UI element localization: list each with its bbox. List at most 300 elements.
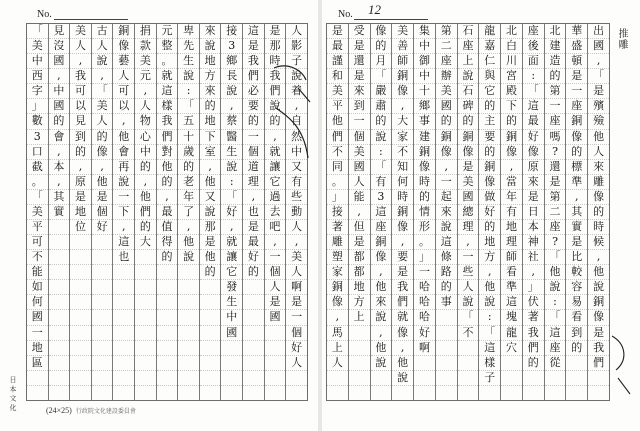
manuscript-cell [349, 341, 370, 356]
manuscript-cell: 說 [371, 130, 392, 145]
manuscript-cell: , [49, 69, 70, 84]
manuscript-cell: 人 [135, 99, 156, 114]
manuscript-cell: 他 [327, 114, 348, 129]
manuscript-cell [157, 371, 178, 386]
manuscript-cell: 石 [458, 24, 479, 39]
manuscript-cell [458, 356, 479, 371]
manuscript-cell [523, 371, 544, 386]
manuscript-cell: 位 [70, 220, 91, 235]
manuscript-cell [545, 371, 566, 386]
manuscript-cell: 年 [501, 190, 522, 205]
page-number-value: 12 [368, 2, 381, 17]
manuscript-cell: 嘉 [479, 39, 500, 54]
manuscript-cell: 西 [27, 69, 48, 84]
manuscript-cell: 捐 [135, 24, 156, 39]
manuscript-cell: , [135, 175, 156, 190]
manuscript-cell: 平 [27, 220, 48, 235]
manuscript-cell [157, 356, 178, 371]
manuscript-cell: 說 [458, 295, 479, 310]
manuscript-cell: 這 [501, 295, 522, 310]
manuscript-cell: 一 [243, 130, 264, 145]
grid-format-label [46, 406, 136, 415]
manuscript-column [414, 24, 436, 400]
manuscript-cell [135, 371, 156, 386]
manuscript-cell: , [588, 54, 609, 69]
manuscript-cell: 的 [243, 265, 264, 280]
manuscript-cell: 的 [200, 99, 221, 114]
manuscript-cell: 是 [458, 160, 479, 175]
manuscript-cell: 美 [70, 24, 91, 39]
manuscript-cell: 生 [221, 295, 242, 310]
manuscript-column [113, 24, 135, 400]
manuscript-cell: 一 [414, 265, 435, 280]
manuscript-cell: , [221, 220, 242, 235]
manuscript-cell: 原 [523, 160, 544, 175]
manuscript-cell: 美 [436, 84, 457, 99]
manuscript-cell [414, 356, 435, 371]
manuscript-cell [92, 326, 113, 341]
manuscript-cell: , [371, 326, 392, 341]
manuscript-cell [113, 356, 134, 371]
manuscript-cell: 肅 [371, 99, 392, 114]
manuscript-cell: 穴 [501, 341, 522, 356]
manuscript-cell: 人 [113, 69, 134, 84]
manuscript-cell: 石 [458, 84, 479, 99]
manuscript-cell [200, 295, 221, 310]
manuscript-cell: 自 [286, 114, 307, 129]
manuscript-cell: 蔡 [221, 114, 242, 129]
manuscript-cell: 銅 [414, 145, 435, 160]
manuscript-cell: 樣 [479, 356, 500, 371]
manuscript-cell: 3 [221, 39, 242, 54]
manuscript-cell: 可 [70, 84, 91, 99]
manuscript-column [545, 24, 567, 400]
manuscript-cell: 。 [27, 175, 48, 190]
manuscript-cell: 不 [327, 145, 348, 160]
manuscript-cell [243, 326, 264, 341]
manuscript-cell: 來 [200, 84, 221, 99]
manuscript-cell: 就 [157, 69, 178, 84]
manuscript-cell: 好 [221, 205, 242, 220]
manuscript-cell: 這 [523, 99, 544, 114]
manuscript-cell: 像 [414, 160, 435, 175]
manuscript-cell: 後 [523, 39, 544, 54]
manuscript-cell: , [523, 265, 544, 280]
manuscript-cell: 像 [436, 145, 457, 160]
manuscript-cell: 不 [458, 326, 479, 341]
manuscript-cell [200, 356, 221, 371]
manuscript-cell [178, 310, 199, 325]
manuscript-cell [588, 371, 609, 386]
manuscript-cell: 和 [327, 69, 348, 84]
manuscript-cell: 過 [265, 190, 286, 205]
manuscript-cell: 們 [588, 356, 609, 371]
manuscript-cell: 中 [49, 84, 70, 99]
manuscript-column [436, 24, 458, 400]
manuscript-cell: , [458, 235, 479, 250]
manuscript-cell: 國 [349, 160, 370, 175]
manuscript-cell: , [92, 69, 113, 84]
manuscript-cell: 他 [371, 341, 392, 356]
manuscript-cell: 他 [157, 160, 178, 175]
manuscript-cell: 起 [436, 190, 457, 205]
manuscript-cell: 那 [200, 220, 221, 235]
manuscript-cell: 的 [49, 114, 70, 129]
manuscript-cell: 「 [588, 69, 609, 84]
format-size: (24×25) [46, 406, 72, 415]
manuscript-cell: 的 [458, 114, 479, 129]
manuscript-cell: 是 [523, 190, 544, 205]
manuscript-cell: 長 [221, 69, 242, 84]
manuscript-cell: , [436, 160, 457, 175]
manuscript-cell: 「 [545, 250, 566, 265]
manuscript-cell [414, 386, 435, 400]
manuscript-cell: 」 [414, 250, 435, 265]
manuscript-cell [135, 386, 156, 400]
manuscript-cell: 銅 [371, 235, 392, 250]
manuscript-cell: 最 [243, 235, 264, 250]
manuscript-cell: 的 [157, 250, 178, 265]
manuscript-cell: 師 [392, 54, 413, 69]
manuscript-cell: 這 [371, 205, 392, 220]
manuscript-cell [523, 386, 544, 400]
manuscript-column [479, 24, 501, 400]
manuscript-cell: 第 [545, 190, 566, 205]
manuscript-cell: 著 [523, 310, 544, 325]
manuscript-cell: 的 [92, 130, 113, 145]
manuscript-cell: 鄉 [414, 99, 435, 114]
manuscript-cell: 像 [523, 145, 544, 160]
manuscript-cell [135, 356, 156, 371]
manuscript-cell [286, 386, 307, 400]
manuscript-cell: 像 [588, 310, 609, 325]
manuscript-cell: 說 [200, 39, 221, 54]
manuscript-cell: 來 [523, 175, 544, 190]
manuscript-cell [113, 310, 134, 325]
manuscript-cell: 我 [243, 54, 264, 69]
manuscript-cell: , [92, 160, 113, 175]
manuscript-cell: 嗎 [545, 130, 566, 145]
manuscript-cell: 「 [545, 310, 566, 325]
manuscript-cell [49, 356, 70, 371]
manuscript-cell: 較 [566, 265, 587, 280]
manuscript-cell [92, 280, 113, 295]
manuscript-cell: 國 [49, 99, 70, 114]
manuscript-cell: 會 [113, 145, 134, 160]
manuscript-cell: 好 [286, 341, 307, 356]
manuscript-cell: 是 [566, 69, 587, 84]
manuscript-cell: 樣 [157, 99, 178, 114]
manuscript-cell: 好 [523, 130, 544, 145]
manuscript-cell [243, 386, 264, 400]
manuscript-cell [49, 220, 70, 235]
manuscript-cell [70, 310, 91, 325]
manuscript-cell [157, 326, 178, 341]
manuscript-cell: 去 [265, 205, 286, 220]
manuscript-cell: 最 [327, 39, 348, 54]
manuscript-cell [566, 386, 587, 400]
manuscript-cell: 座 [545, 220, 566, 235]
manuscript-cell: 心 [135, 130, 156, 145]
manuscript-cell: 座 [523, 24, 544, 39]
manuscript-cell: 是 [392, 265, 413, 280]
manuscript-cell: 我 [392, 280, 413, 295]
manuscript-cell: 要 [479, 130, 500, 145]
manuscript-cell: 還 [545, 160, 566, 175]
manuscript-cell [70, 371, 91, 386]
manuscript-cell [436, 386, 457, 400]
manuscript-cell: 第 [436, 24, 457, 39]
manuscript-cell: 藝 [113, 54, 134, 69]
manuscript-cell [501, 356, 522, 371]
manuscript-cell: 影 [286, 39, 307, 54]
manuscript-cell: 子 [479, 371, 500, 386]
manuscript-cell: 時 [414, 175, 435, 190]
manuscript-cell: : [178, 84, 199, 99]
manuscript-cell: , [135, 84, 156, 99]
manuscript-cell: 殮 [588, 114, 609, 129]
manuscript-cell: 受 [349, 24, 370, 39]
manuscript-cell: 可 [27, 235, 48, 250]
manuscript-cell: 出 [588, 24, 609, 39]
manuscript-cell [49, 326, 70, 341]
manuscript-cell: 的 [479, 220, 500, 235]
manuscript-cell: 我 [523, 326, 544, 341]
manuscript-cell: 整 [157, 39, 178, 54]
manuscript-cell: , [286, 235, 307, 250]
manuscript-cell: 美 [392, 24, 413, 39]
manuscript-cell: 下 [200, 130, 221, 145]
manuscript-cell: 十 [414, 84, 435, 99]
manuscript-cell [70, 235, 91, 250]
manuscript-cell: 何 [27, 295, 48, 310]
manuscript-cell: 是 [588, 84, 609, 99]
manuscript-cell: 就 [265, 145, 286, 160]
manuscript-cell [327, 371, 348, 386]
manuscript-cell: 就 [392, 310, 413, 325]
manuscript-cell: , [178, 220, 199, 235]
manuscript-cell: 造 [545, 54, 566, 69]
manuscript-cell: 二 [545, 205, 566, 220]
manuscript-cell [113, 326, 134, 341]
manuscript-cell [436, 310, 457, 325]
manuscript-cell: 準 [501, 280, 522, 295]
manuscript-cell [265, 386, 286, 400]
manuscript-cell [200, 280, 221, 295]
manuscript-cell: 說 [92, 54, 113, 69]
manuscript-cell [588, 386, 609, 400]
manuscript-cell: 他 [135, 190, 156, 205]
manuscript-column [221, 24, 243, 400]
manuscript-cell [178, 386, 199, 400]
manuscript-cell [327, 386, 348, 400]
manuscript-cell: , [221, 99, 242, 114]
manuscript-cell [392, 386, 413, 400]
manuscript-cell: 銅 [392, 69, 413, 84]
manuscript-cell [221, 386, 242, 400]
manuscript-cell: 來 [371, 295, 392, 310]
manuscript-cell: 來 [436, 205, 457, 220]
manuscript-cell [70, 356, 91, 371]
manuscript-cell: , [392, 341, 413, 356]
manuscript-cell: 以 [70, 99, 91, 114]
manuscript-cell: 中 [414, 39, 435, 54]
manuscript-cell: 集 [414, 24, 435, 39]
manuscript-cell: 道 [243, 160, 264, 175]
manuscript-cell: 讓 [265, 160, 286, 175]
manuscript-cell: 地 [501, 220, 522, 235]
manuscript-cell: 的 [157, 175, 178, 190]
manuscript-cell: 準 [566, 175, 587, 190]
manuscript-cell: 都 [349, 265, 370, 280]
manuscript-cell: 碑 [458, 99, 479, 114]
manuscript-cell [221, 341, 242, 356]
manuscript-cell: 的 [566, 341, 587, 356]
manuscript-cell: 看 [566, 310, 587, 325]
manuscript-cell: 是 [92, 190, 113, 205]
manuscript-cell: 的 [414, 190, 435, 205]
manuscript-cell [70, 295, 91, 310]
manuscript-cell [458, 386, 479, 400]
manuscript-cell [49, 371, 70, 386]
manuscript-cell: 那 [265, 39, 286, 54]
manuscript-cell: 一 [349, 114, 370, 129]
manuscript-cell: 理 [501, 235, 522, 250]
manuscript-cell [265, 371, 286, 386]
manuscript-cell: 大 [135, 235, 156, 250]
manuscript-cell: 龍 [479, 24, 500, 39]
manuscript-cell: 動 [286, 205, 307, 220]
manuscript-cell: 說 [545, 280, 566, 295]
manuscript-cell: 實 [566, 220, 587, 235]
manuscript-cell: , [349, 205, 370, 220]
manuscript-cell: , [113, 220, 134, 235]
manuscript-cell: 讓 [221, 250, 242, 265]
manuscript-cell: 國 [27, 310, 48, 325]
manuscript-cell: 候 [588, 235, 609, 250]
manuscript-cell [157, 295, 178, 310]
manuscript-cell: 像 [566, 130, 587, 145]
manuscript-cell [221, 371, 242, 386]
manuscript-cell: 先 [178, 39, 199, 54]
manuscript-cell: 數 [27, 114, 48, 129]
manuscript-cell [113, 341, 134, 356]
manuscript-cell: 醫 [221, 130, 242, 145]
page-number-line [54, 19, 128, 20]
manuscript-cell: 著 [327, 220, 348, 235]
manuscript-cell [178, 371, 199, 386]
manuscript-cell: 3 [27, 130, 48, 145]
manuscript-cell: 了 [178, 205, 199, 220]
manuscript-cell: 盛 [566, 39, 587, 54]
manuscript-cell: 中 [135, 145, 156, 160]
manuscript-cell [70, 341, 91, 356]
manuscript-cell: 們 [392, 295, 413, 310]
handwritten-insertion-mark [268, 58, 316, 168]
manuscript-cell: 中 [414, 69, 435, 84]
manuscript-cell: : [371, 145, 392, 160]
manuscript-cell: 。 [157, 54, 178, 69]
manuscript-cell: 伏 [523, 295, 544, 310]
manuscript-cell [113, 386, 134, 400]
manuscript-cell: 人 [92, 114, 113, 129]
manuscript-cell: 標 [566, 160, 587, 175]
manuscript-cell: 中 [286, 145, 307, 160]
manuscript-cell: 對 [157, 145, 178, 160]
manuscript-cell: 說 [178, 69, 199, 84]
manuscript-cell: 「 [458, 310, 479, 325]
manuscript-cell [349, 386, 370, 400]
manuscript-cell [49, 235, 70, 250]
manuscript-cell: 哈 [414, 295, 435, 310]
manuscript-cell: 說 [221, 160, 242, 175]
manuscript-cell: , [49, 145, 70, 160]
manuscript-cell: 方 [200, 69, 221, 84]
manuscript-cell: 到 [566, 326, 587, 341]
manuscript-cell: 能 [27, 265, 48, 280]
manuscript-cell: 方 [479, 250, 500, 265]
manuscript-cell [157, 386, 178, 400]
manuscript-cell: : [479, 310, 500, 325]
manuscript-cell: 家 [327, 265, 348, 280]
manuscript-cell: 的 [70, 145, 91, 160]
manuscript-cell: 第 [545, 84, 566, 99]
manuscript-cell [349, 371, 370, 386]
manuscript-cell: 國 [265, 310, 286, 325]
manuscript-cell: 年 [178, 190, 199, 205]
manuscript-cell: 像 [92, 145, 113, 160]
manuscript-column [135, 24, 157, 400]
manuscript-cell: 的 [588, 205, 609, 220]
manuscript-cell: 「 [27, 190, 48, 205]
manuscript-cell: 宮 [501, 69, 522, 84]
manuscript-cell: 來 [588, 160, 609, 175]
manuscript-cell: 北 [545, 24, 566, 39]
manuscript-cell: 的 [135, 220, 156, 235]
manuscript-cell: 像 [392, 326, 413, 341]
manuscript-cell: 像 [113, 39, 134, 54]
manuscript-cell [113, 371, 134, 386]
manuscript-cell: 人 [265, 280, 286, 295]
manuscript-cell: 見 [49, 24, 70, 39]
manuscript-cell: 不 [27, 250, 48, 265]
manuscript-cell: 美 [27, 39, 48, 54]
manuscript-cell: 一 [545, 99, 566, 114]
manuscript-cell: 啊 [286, 280, 307, 295]
manuscript-cell [349, 356, 370, 371]
manuscript-cell [436, 371, 457, 386]
manuscript-cell: 上 [458, 54, 479, 69]
manuscript-cell: 仁 [479, 54, 500, 69]
manuscript-cell: 月 [371, 54, 392, 69]
manuscript-column [458, 24, 480, 400]
manuscript-cell: 事 [436, 295, 457, 310]
manuscript-cell: 謹 [327, 54, 348, 69]
manuscript-cell: 當 [501, 175, 522, 190]
manuscript-cell: 一 [265, 250, 286, 265]
manuscript-cell: 好 [479, 205, 500, 220]
manuscript-cell [566, 356, 587, 371]
manuscript-cell: 有 [286, 175, 307, 190]
manuscript-cell: 字 [27, 84, 48, 99]
manuscript-cell: 鄉 [221, 54, 242, 69]
manuscript-cell: 座 [371, 220, 392, 235]
manuscript-cell: 有 [501, 205, 522, 220]
manuscript-cell: 些 [458, 265, 479, 280]
manuscript-cell: 殯 [588, 99, 609, 114]
manuscript-cell: : [221, 175, 242, 190]
manuscript-cell: 原 [70, 175, 91, 190]
